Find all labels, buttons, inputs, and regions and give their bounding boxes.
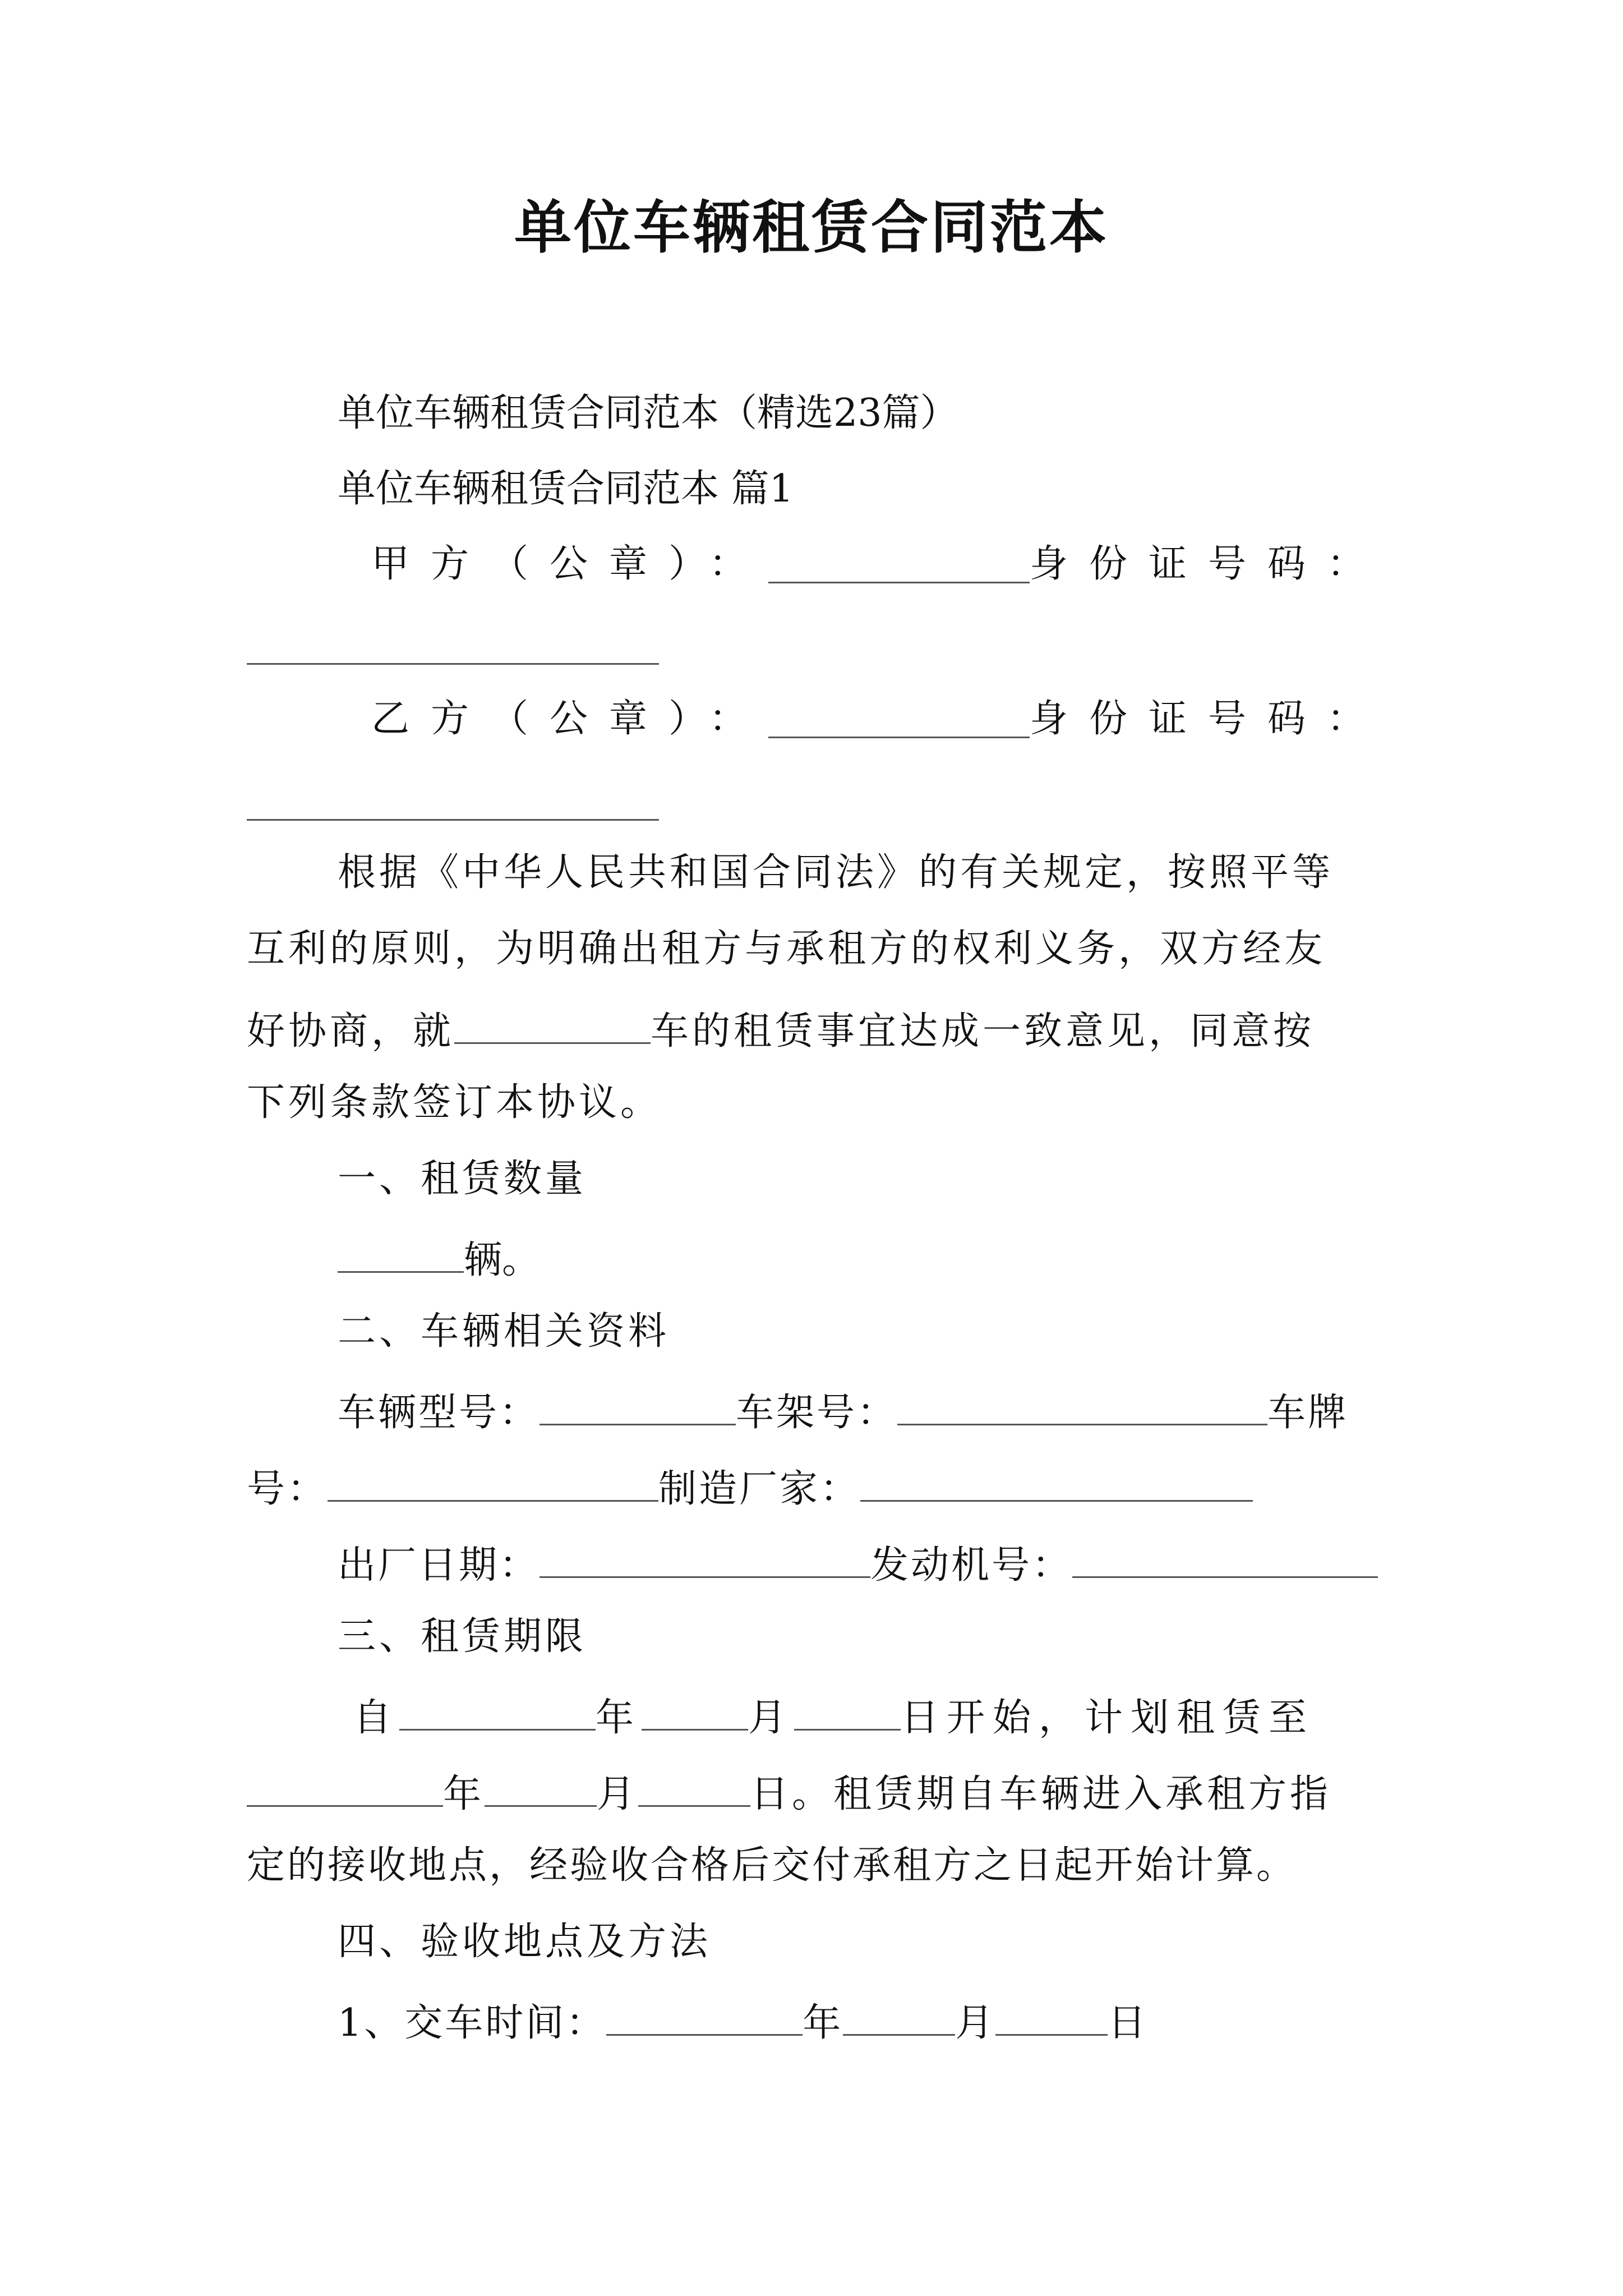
delivery-year-blank — [606, 1999, 803, 2036]
intro-line-3a: 好协商，就 — [247, 1009, 455, 1053]
delivery-month-blank — [843, 1999, 955, 2036]
sec1-heading: 一、租赁数量 — [338, 1157, 587, 1201]
sec3-heading: 三、租赁期限 — [338, 1614, 587, 1659]
model-blank — [540, 1389, 736, 1425]
model-label: 车辆型号： — [338, 1391, 540, 1435]
maker-label: 制造厂家： — [658, 1467, 861, 1511]
subtitle: 单位车辆租赁合同范本（精选23篇） — [338, 391, 958, 435]
end-month-blank — [485, 1770, 597, 1807]
delivery-month-label: 月 — [955, 2001, 996, 2045]
delivery-day-label: 日 — [1108, 2001, 1149, 2045]
end-year-label: 年 — [443, 1772, 485, 1816]
sec2-model-line — [338, 1389, 1349, 1435]
intro-line-4: 下列条款签订本协议。 — [247, 1080, 662, 1125]
date-label: 出厂日期： — [338, 1543, 540, 1588]
engine-label: 发动机号： — [870, 1543, 1073, 1588]
party-a-id-label: 身份证号码： — [1029, 542, 1386, 586]
sec2-heading: 二、车辆相关资料 — [338, 1309, 670, 1354]
start-year-blank — [399, 1694, 596, 1731]
party-b-id-label: 身份证号码： — [1029, 697, 1386, 741]
date-blank — [540, 1542, 870, 1578]
intro-line-1: 根据《中华人民共和国合同法》的有关规定，按照平等 — [338, 850, 1334, 895]
section-title: 单位车辆租赁合同范本 篇1 — [338, 467, 794, 511]
maker-blank — [860, 1465, 1253, 1502]
delivery-year-label: 年 — [803, 2001, 843, 2045]
vehicle-name-blank — [454, 1007, 651, 1044]
end-day-label: 日。租赁期自车辆进入承租方指 — [750, 1772, 1332, 1816]
sec2-plate-line — [247, 1465, 1253, 1511]
engine-blank — [1072, 1542, 1378, 1578]
document-title: 单位车辆租赁合同范本 — [514, 194, 1109, 261]
party-a-id-blank — [247, 662, 659, 665]
party-a-line — [338, 542, 1386, 586]
party-b-line — [338, 697, 1386, 741]
start-month-label: 月 — [748, 1696, 795, 1740]
quantity-unit: 辆。 — [464, 1238, 541, 1282]
party-b-id-blank — [247, 818, 659, 821]
plate-label-a: 车牌 — [1267, 1391, 1349, 1435]
end-day-blank — [638, 1770, 750, 1807]
sec1-quantity-line — [338, 1236, 540, 1280]
delivery-label: 1、交车时间： — [338, 2001, 607, 2045]
delivery-day-blank — [995, 1999, 1108, 2036]
from-label: 自 — [353, 1696, 400, 1740]
frame-blank — [897, 1389, 1267, 1425]
quantity-blank — [338, 1236, 464, 1273]
sec2-date-line — [338, 1542, 1378, 1588]
party-b-label: 乙方（公章）： — [371, 697, 769, 741]
start-month-blank — [642, 1694, 748, 1731]
party-a-seal-blank — [768, 547, 1030, 583]
sec3-line-1 — [353, 1694, 1315, 1740]
sec4-heading: 四、验收地点及方法 — [338, 1920, 712, 1964]
start-year-label: 年 — [596, 1696, 642, 1740]
sec3-line-2 — [247, 1770, 1331, 1814]
end-year-blank — [247, 1770, 443, 1807]
start-day-label: 日开始，计划租赁至 — [901, 1696, 1315, 1740]
party-a-label: 甲方（公章）： — [371, 542, 769, 586]
plate-blank — [328, 1465, 658, 1502]
party-b-seal-blank — [768, 702, 1030, 738]
intro-line-3b: 车的租赁事宜达成一致意见，同意按 — [651, 1009, 1315, 1053]
intro-line-2: 互利的原则，为明确出租方与承租方的权利义务，双方经友 — [247, 927, 1326, 971]
intro-line-3 — [247, 1007, 1315, 1051]
sec4-delivery-line — [338, 1999, 1149, 2045]
start-day-blank — [794, 1694, 901, 1731]
sec3-line-3: 定的接收地点，经验收合格后交付承租方之日起开始计算。 — [247, 1843, 1297, 1888]
plate-label-b: 号： — [247, 1467, 328, 1511]
frame-label: 车架号： — [736, 1391, 898, 1435]
end-month-label: 月 — [597, 1772, 639, 1816]
